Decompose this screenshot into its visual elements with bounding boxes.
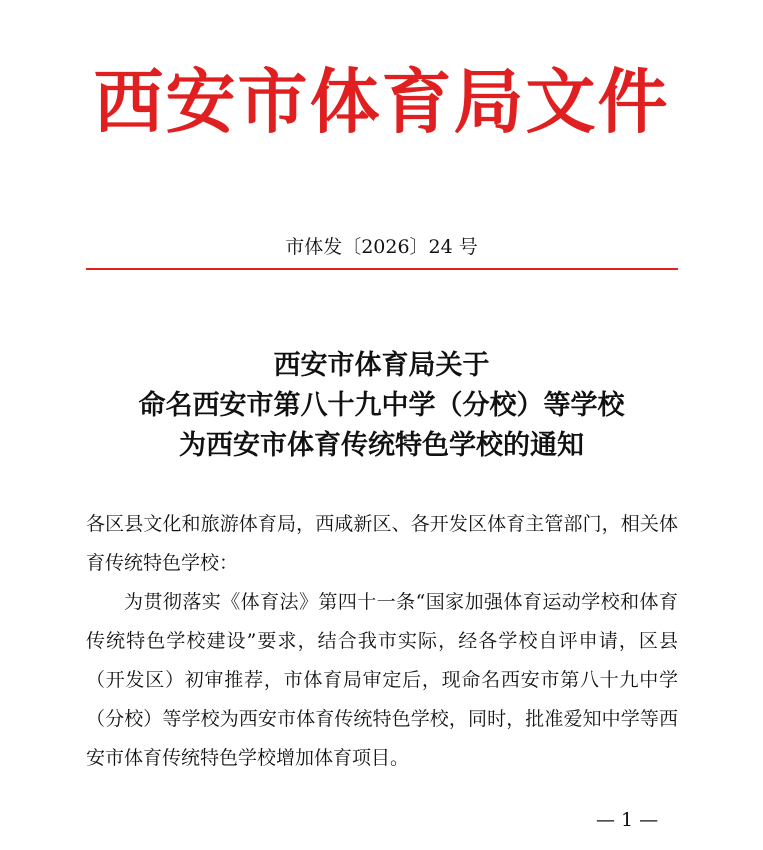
page-number: — 1 — [596,809,659,831]
body-paragraph: 为贯彻落实《体育法》第四十一条“国家加强体育运动学校和体育传统特色学校建设”要求，结合我市实际，经各学校自评申请，区县（开发区）初审推荐，市体育局审定后，现命名西安市第八十九中学（分校）等学校为西安市体育传统特色学校，同时，批准爱知中学等西安市体育传统特色学校增加体育项目。 [86,591,678,769]
addressee-text: 各区县文化和旅游体育局，西咸新区、各开发区体育主管部门，相关体育传统特色学校： [86,513,678,574]
title-line-2: 命名西安市第八十九中学（分校）等学校 [138,390,625,421]
document-number: 市体发〔2026〕24 号 [285,236,478,258]
document-header-title: 西安市体育局文件 [93,60,670,143]
document-body [86,505,678,778]
red-divider-line [86,268,678,270]
title-line-1: 西安市体育局关于 [273,350,490,381]
document-title [0,346,763,466]
title-line-3: 为西安市体育传统特色学校的通知 [179,430,584,461]
